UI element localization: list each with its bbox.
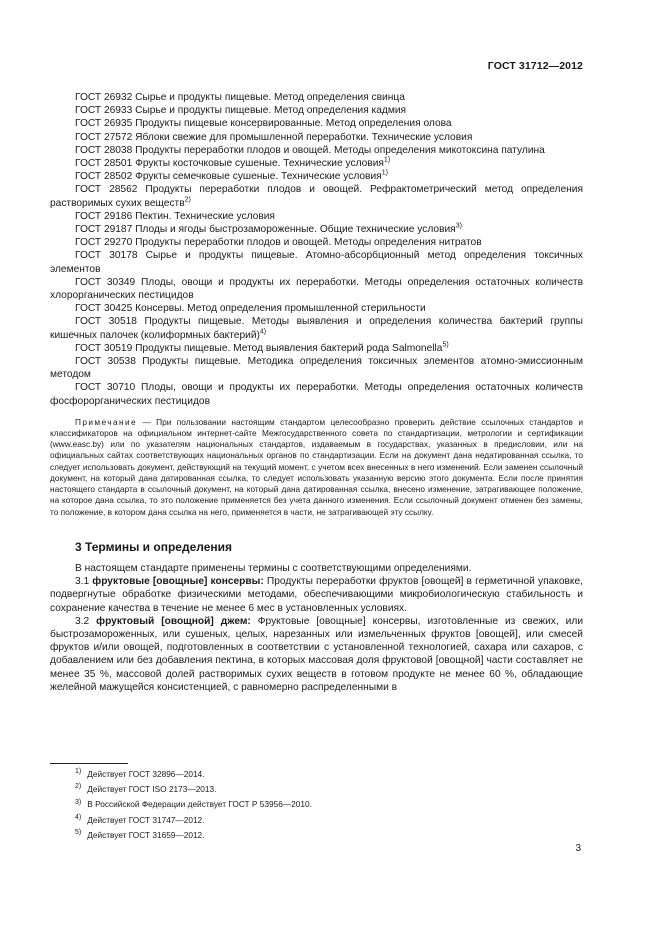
reference-text: ГОСТ 26932 Сырье и продукты пищевые. Метод определения свинца xyxy=(75,92,405,103)
footnote-text: Действует ГОСТ 31659—2012. xyxy=(87,829,205,840)
term: фруктовый [овощной] джем: xyxy=(96,615,251,627)
reference-text: ГОСТ 29187 Плоды и ягоды быстрозамороженные. Общие технические условия xyxy=(75,224,456,236)
footnote-text: Действует ГОСТ 31747—2012. xyxy=(87,814,205,825)
reference-text: ГОСТ 28502 Фрукты семечковые сушеные. Технические условия xyxy=(75,171,382,183)
footnote-number: 4) xyxy=(75,813,82,821)
reference-text: ГОСТ 26933 Сырье и продукты пищевые. Метод определения кадмия xyxy=(75,105,407,117)
reference-text: ГОСТ 29270 Продукты переработки плодов и овощей. Методы определения нитратов xyxy=(75,237,482,249)
footnote-marker: 1) xyxy=(381,169,388,177)
footnote-marker: 3) xyxy=(455,222,462,230)
footnote-marker: 2) xyxy=(184,196,191,204)
note-label: Примечание xyxy=(75,416,138,427)
footnote-divider xyxy=(50,763,128,764)
footnote-text: В Российской Федерации действует ГОСТ Р 53956—2010. xyxy=(87,799,312,810)
reference-item xyxy=(50,249,583,275)
reference-item xyxy=(50,302,583,315)
document-header: ГОСТ 31712—2012 xyxy=(487,60,583,72)
page-number: 3 xyxy=(575,843,581,854)
clause-number: 3.1 xyxy=(75,576,93,588)
reference-item xyxy=(50,170,583,183)
footnote-item xyxy=(75,797,312,812)
definition-text: Фруктовые [овощные] консервы, изготовленные из свежих, или быстрозамороженных, или сушеных, целых, нарезанных или измельченных фруктов [овощей], или смесей фруктов и/или овощей, подготовленных в соответствии с установленной технологией, сахара или сахаров, с добавлением или без добавления пектина, в которых массовая доля фруктовой [овощной] части составляет не менее 35 %, массовой долей растворимых сухих веществ в готовом продукте не менее 60 %, обладающие желейной мажущейся консистенцией, с равномерно распределенными в xyxy=(50,615,584,693)
reference-item xyxy=(50,381,583,407)
footnote-number: 5) xyxy=(75,829,82,837)
footnote-item xyxy=(75,782,312,797)
reference-text: ГОСТ 30538 Продукты пищевые. Методика определения токсичных элементов атомно-эмиссионным методом xyxy=(50,356,583,381)
reference-item xyxy=(50,223,583,236)
footnotes xyxy=(75,767,312,843)
reference-item xyxy=(50,342,583,355)
reference-item xyxy=(50,117,583,130)
footnote-marker: 1) xyxy=(383,156,391,164)
reference-text: ГОСТ 29186 Пектин. Технические условия xyxy=(75,210,275,222)
footnote-item xyxy=(75,767,312,782)
footnote-item xyxy=(75,828,312,843)
reference-text: ГОСТ 30349 Плоды, овощи и продукты их переработки. Методы определения остаточных количеств хлорорганических пестицидов xyxy=(50,276,583,302)
reference-text: ГОСТ 28501 Фрукты косточковые сушеные. Технические условия xyxy=(75,158,384,170)
reference-item xyxy=(50,315,583,341)
reference-item xyxy=(50,355,583,381)
reference-item xyxy=(50,104,583,117)
definition-3-1 xyxy=(50,575,583,615)
reference-item xyxy=(50,183,583,209)
footnote-text: Действует ГОСТ ISO 2173—2013. xyxy=(87,784,217,795)
reference-text: ГОСТ 27572 Яблоки свежие для промышленной переработки. Технические условия xyxy=(75,131,473,143)
definition-text: Продукты переработки фруктов [овощей] в герметичной упаковке, подвергнутые обработке физическими методами, обеспечивающими микробиологическую стабильность и сохранение качества в течение не менее 6 мес в установленных условиях. xyxy=(50,576,584,614)
reference-text: ГОСТ 30710 Плоды, овощи и продукты их переработки. Методы определения остаточных количеств фосфорорганических пестицидов xyxy=(50,382,583,407)
footnote-number: 3) xyxy=(75,798,82,806)
document-body xyxy=(50,91,583,694)
definition-3-2 xyxy=(50,615,583,694)
reference-item xyxy=(50,276,583,302)
reference-text: ГОСТ 28038 Продукты переработки плодов и овощей. Методы определения микотоксина патулина xyxy=(75,144,545,156)
reference-text: ГОСТ 28562 Продукты переработки плодов и овощей. Рефрактометрический метод определения растворимых сухих веществ xyxy=(50,184,583,209)
term: фруктовые [овощные] консервы: xyxy=(92,576,264,588)
footnote-number: 1) xyxy=(75,768,82,776)
section-title: 3 Термины и определения xyxy=(75,539,233,554)
reference-text: ГОСТ 30425 Консервы. Метод определения промышленной стерильности xyxy=(75,303,426,315)
section-intro: В настоящем стандарте применены термины с соответствующими определениями. xyxy=(75,562,472,574)
reference-item xyxy=(50,210,583,223)
clause-number: 3.2 xyxy=(75,615,97,627)
reference-item xyxy=(50,236,583,249)
reference-text: ГОСТ 30519 Продукты пищевые. Метод выявления бактерий рода Salmonella xyxy=(75,342,443,354)
reference-text: ГОСТ 26935 Продукты пищевые консервированные. Метод определения олова xyxy=(75,118,452,130)
footnote-text: Действует ГОСТ 32896—2014. xyxy=(87,769,205,779)
footnote-marker: 5) xyxy=(442,341,449,349)
note-text: — При пользовании настоящим стандартом целесообразно проверить действие ссылочных стандартов и классификаторов на официальном интернет-сайте Межгосударственного совета по стандартизации, метрологии и сертификации (www.easc.by) или по указателям национальных стандартов, издаваемым в государствах, указанных в предисловии, или на официальных сайтах соответствующих национальных органов по стандартизации. Если на документ дана недатированная ссылка, то следует использовать документ, действующий на текущий момент, с учетом всех внесенных в него изменений. Если заменен ссылочный документ, на который дана датированная ссылка, то следует использовать указанную версию этого документа. Если после принятия настоящего стандарта в ссылочный документ, на который дана датированная ссылка, внесено изменение, затрагивающее положение, на которое дана ссылка, то это положение применяется без учета данного изменения. Если ссылочный документ отменен без замены, то положение, в котором дана ссылка на него, применяется в части, не затрагивающей эту ссылку. xyxy=(50,416,583,517)
reference-item xyxy=(50,131,583,144)
reference-item xyxy=(50,144,583,157)
footnote-number: 2) xyxy=(75,783,82,791)
reference-item xyxy=(50,91,583,104)
normative-references-list xyxy=(50,91,583,408)
reference-item xyxy=(50,157,583,170)
footnote-marker: 4) xyxy=(259,328,267,336)
footnote-item xyxy=(75,813,312,828)
note-block xyxy=(50,417,583,518)
reference-text: ГОСТ 30518 Продукты пищевые. Методы выявления и определения количества бактерий группы кишечных палочек (колиформных бактерий) xyxy=(50,316,583,341)
reference-text: ГОСТ 30178 Сырье и продукты пищевые. Атомно-абсорбционный метод определения токсичных элементов xyxy=(50,250,583,275)
